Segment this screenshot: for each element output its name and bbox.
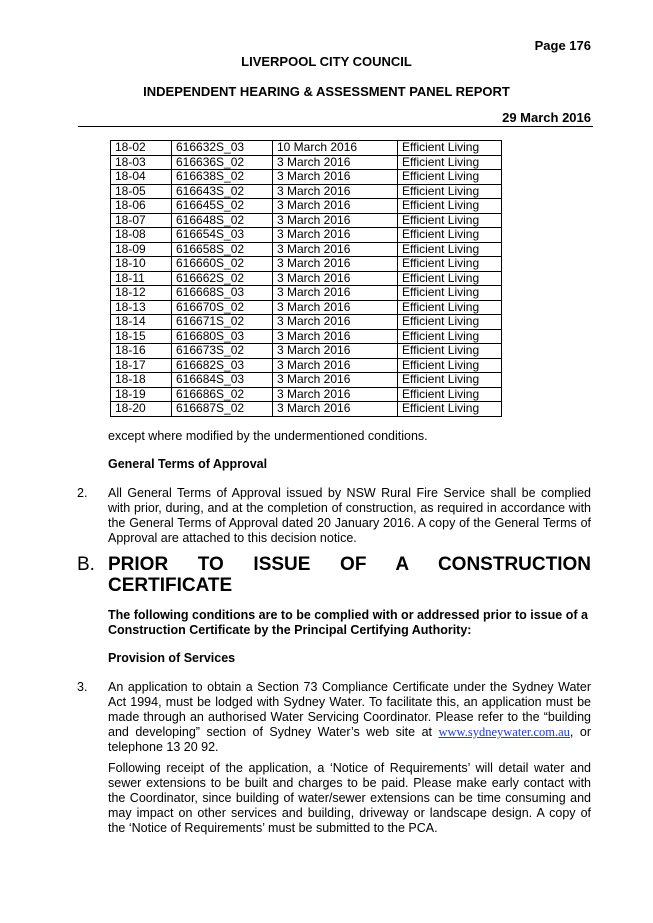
table-cell-plan-date: 10 March 2016: [273, 141, 398, 156]
table-row: [111, 344, 502, 359]
table-cell-plan-number: 18-12: [111, 286, 172, 301]
condition-3-text-part2: , or telephone 13 20 92.: [108, 725, 591, 754]
table-cell-drawing-number: 616670S_02: [172, 300, 273, 315]
plans-table: [110, 140, 502, 417]
table-cell-drawing-number: 616645S_02: [172, 199, 273, 214]
table-cell-drawing-number: 616680S_03: [172, 329, 273, 344]
table-cell-plan-number: 18-11: [111, 271, 172, 286]
table-cell-drawing-number: 616662S_02: [172, 271, 273, 286]
table-cell-prepared-by: Efficient Living: [398, 184, 502, 199]
page-number: Page 176: [534, 38, 591, 53]
table-cell-drawing-number: 616668S_03: [172, 286, 273, 301]
table-cell-prepared-by: Efficient Living: [398, 402, 502, 417]
table-cell-drawing-number: 616658S_02: [172, 242, 273, 257]
report-date: 29 March 2016: [502, 110, 591, 125]
table-cell-plan-number: 18-20: [111, 402, 172, 417]
table-cell-prepared-by: Efficient Living: [398, 155, 502, 170]
table-row: [111, 184, 502, 199]
except-text: except where modified by the undermentioned conditions.: [108, 429, 428, 443]
report-title: INDEPENDENT HEARING & ASSESSMENT PANEL REPORT: [143, 84, 510, 99]
table-cell-plan-date: 3 March 2016: [273, 300, 398, 315]
table-cell-plan-number: 18-05: [111, 184, 172, 199]
table-cell-prepared-by: Efficient Living: [398, 228, 502, 243]
table-cell-plan-number: 18-06: [111, 199, 172, 214]
table-row: [111, 257, 502, 272]
table-cell-plan-date: 3 March 2016: [273, 271, 398, 286]
table-cell-plan-date: 3 March 2016: [273, 315, 398, 330]
table-cell-plan-date: 3 March 2016: [273, 257, 398, 272]
condition-3-text: [108, 680, 591, 755]
table-cell-plan-date: 3 March 2016: [273, 402, 398, 417]
table-row: [111, 199, 502, 214]
table-cell-plan-number: 18-15: [111, 329, 172, 344]
table-cell-prepared-by: Efficient Living: [398, 358, 502, 373]
table-cell-drawing-number: 616632S_03: [172, 141, 273, 156]
general-terms-heading: General Terms of Approval: [108, 457, 268, 471]
condition-3-text-part1: An application to obtain a Section 73 Compliance Certificate under the Sydney Water Act 1994, must be lodged with Sydney Water. To facilitate this, an application must be made through an authorised Water Servicing Coordinator. Please refer to the “building and developing” section of Sydney Water’s web site at: [108, 680, 591, 739]
table-row: [111, 329, 502, 344]
table-row: [111, 286, 502, 301]
table-cell-plan-number: 18-13: [111, 300, 172, 315]
table-cell-plan-number: 18-19: [111, 387, 172, 402]
provision-heading: Provision of Services: [108, 651, 236, 665]
table-cell-drawing-number: 616636S_02: [172, 155, 273, 170]
table-cell-plan-number: 18-17: [111, 358, 172, 373]
table-cell-prepared-by: Efficient Living: [398, 170, 502, 185]
table-row: [111, 170, 502, 185]
table-row: [111, 155, 502, 170]
table-cell-plan-number: 18-04: [111, 170, 172, 185]
table-row: [111, 213, 502, 228]
section-intro: The following conditions are to be complied with or addressed prior to issue of a Construction Certificate by the Principal Certifying Authority:: [108, 608, 588, 637]
header-divider: [78, 126, 593, 127]
table-cell-plan-number: 18-09: [111, 242, 172, 257]
table-row: [111, 358, 502, 373]
table-cell-plan-date: 3 March 2016: [273, 242, 398, 257]
section-title-line2: CERTIFICATE: [108, 575, 233, 596]
table-cell-plan-number: 18-14: [111, 315, 172, 330]
table-cell-drawing-number: 616654S_03: [172, 228, 273, 243]
table-row: [111, 373, 502, 388]
table-cell-prepared-by: Efficient Living: [398, 257, 502, 272]
table-cell-drawing-number: 616648S_02: [172, 213, 273, 228]
table-cell-prepared-by: Efficient Living: [398, 141, 502, 156]
condition-3-paragraph-2: Following receipt of the application, a ‘Notice of Requirements’ will detail water and sewer extensions to be built and charges to be paid. Please make early contact with the Coordinator, since building of water/sewer extensions can be time consuming and may impact on other services and building, driveway or landscape design. A copy of the ‘Notice of Requirements’ must be submitted to the PCA.: [108, 761, 591, 835]
table-cell-plan-number: 18-10: [111, 257, 172, 272]
table-cell-prepared-by: Efficient Living: [398, 344, 502, 359]
table-cell-prepared-by: Efficient Living: [398, 329, 502, 344]
table-cell-plan-date: 3 March 2016: [273, 228, 398, 243]
table-cell-plan-date: 3 March 2016: [273, 358, 398, 373]
table-row: [111, 315, 502, 330]
table-cell-drawing-number: 616684S_03: [172, 373, 273, 388]
section-letter: B.: [77, 554, 95, 575]
table-row: [111, 402, 502, 417]
table-cell-drawing-number: 616682S_03: [172, 358, 273, 373]
table-cell-prepared-by: Efficient Living: [398, 286, 502, 301]
table-cell-prepared-by: Efficient Living: [398, 271, 502, 286]
table-cell-drawing-number: 616643S_02: [172, 184, 273, 199]
table-cell-plan-date: 3 March 2016: [273, 213, 398, 228]
table-cell-plan-date: 3 March 2016: [273, 170, 398, 185]
table-cell-drawing-number: 616638S_02: [172, 170, 273, 185]
table-cell-drawing-number: 616686S_02: [172, 387, 273, 402]
sydney-water-link[interactable]: www.sydneywater.com.au: [438, 725, 570, 739]
table-cell-plan-date: 3 March 2016: [273, 387, 398, 402]
table-cell-prepared-by: Efficient Living: [398, 199, 502, 214]
table-cell-plan-number: 18-03: [111, 155, 172, 170]
table-row: [111, 300, 502, 315]
table-cell-plan-date: 3 March 2016: [273, 344, 398, 359]
section-title-line1: PRIOR TO ISSUE OF A CONSTRUCTION: [108, 554, 591, 575]
table-cell-drawing-number: 616671S_02: [172, 315, 273, 330]
table-row: [111, 141, 502, 156]
table-cell-drawing-number: 616660S_02: [172, 257, 273, 272]
table-cell-drawing-number: 616673S_02: [172, 344, 273, 359]
table-row: [111, 387, 502, 402]
table-cell-prepared-by: Efficient Living: [398, 213, 502, 228]
table-cell-plan-number: 18-08: [111, 228, 172, 243]
table-cell-prepared-by: Efficient Living: [398, 300, 502, 315]
table-cell-plan-date: 3 March 2016: [273, 184, 398, 199]
table-cell-drawing-number: 616687S_02: [172, 402, 273, 417]
table-cell-plan-number: 18-18: [111, 373, 172, 388]
table-cell-plan-date: 3 March 2016: [273, 155, 398, 170]
table-cell-prepared-by: Efficient Living: [398, 315, 502, 330]
table-row: [111, 228, 502, 243]
table-row: [111, 242, 502, 257]
table-cell-plan-date: 3 March 2016: [273, 329, 398, 344]
table-cell-plan-number: 18-02: [111, 141, 172, 156]
condition-2-number: 2.: [77, 486, 88, 500]
table-cell-plan-date: 3 March 2016: [273, 373, 398, 388]
table-cell-plan-date: 3 March 2016: [273, 286, 398, 301]
table-cell-prepared-by: Efficient Living: [398, 387, 502, 402]
condition-2-text: All General Terms of Approval issued by NSW Rural Fire Service shall be complied with prior, during, and at the completion of construction, as required in accordance with the General Terms of Approval dated 20 January 2016. A copy of the General Terms of Approval are attached to this decision notice.: [108, 486, 591, 545]
table-row: [111, 271, 502, 286]
table-cell-plan-number: 18-07: [111, 213, 172, 228]
table-cell-plan-date: 3 March 2016: [273, 199, 398, 214]
condition-3-number: 3.: [77, 680, 88, 694]
table-cell-plan-number: 18-16: [111, 344, 172, 359]
council-name: LIVERPOOL CITY COUNCIL: [241, 54, 412, 69]
table-cell-prepared-by: Efficient Living: [398, 242, 502, 257]
table-cell-prepared-by: Efficient Living: [398, 373, 502, 388]
